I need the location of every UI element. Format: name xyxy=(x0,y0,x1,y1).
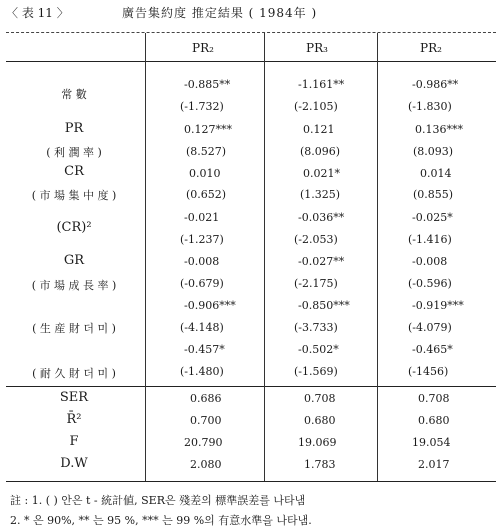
row-sublabel-gr: ( 市 場 成 長 率 ) xyxy=(31,279,117,292)
row-label-durable-goods-dummy: ( 耐 久 財 더 미 ) xyxy=(32,367,116,380)
t-stat: (-4.079) xyxy=(408,321,452,334)
stat-value: 19.069 xyxy=(298,436,337,449)
coef: -0.465* xyxy=(412,343,453,356)
stat-value: 20.790 xyxy=(184,436,223,449)
stat-label-f: F xyxy=(69,434,79,449)
coef: -1.161** xyxy=(298,78,345,91)
coef: -0.008 xyxy=(184,255,220,268)
stats-rule xyxy=(6,386,496,387)
stat-value: 0.680 xyxy=(418,414,450,427)
t-stat: (-2.175) xyxy=(294,277,338,290)
top-rule xyxy=(6,32,496,33)
col-divider-2 xyxy=(264,33,265,481)
coef: 0.014 xyxy=(420,167,452,180)
coef: -0.025* xyxy=(412,211,453,224)
stat-label-r-squared: R̄² xyxy=(66,412,82,427)
t-stat: (-1.416) xyxy=(408,233,452,246)
footnote-1: 註 : 1. ( ) 안은 t - 統計値, SER은 殘差의 標準誤差를 나타냄 xyxy=(10,494,306,507)
t-stat: (-1456) xyxy=(408,365,449,378)
stat-value: 0.700 xyxy=(190,414,222,427)
t-stat: (-1.237) xyxy=(180,233,224,246)
stat-value: 2.017 xyxy=(418,458,450,471)
coef: 0.121 xyxy=(303,123,335,136)
col-divider-1 xyxy=(145,33,146,481)
stat-label-ser: SER xyxy=(59,390,89,405)
coef: -0.027** xyxy=(298,255,345,268)
col-header-1: PR₂ xyxy=(192,41,214,55)
col-header-2: PR₃ xyxy=(306,41,328,55)
stat-value: 1.783 xyxy=(304,458,336,471)
coef: -0.906*** xyxy=(184,299,236,312)
t-stat: (-4.148) xyxy=(180,321,224,334)
coef: 0.127*** xyxy=(184,123,232,136)
t-stat: (8.093) xyxy=(413,145,454,158)
t-stat: (-1.569) xyxy=(294,365,338,378)
t-stat: (0.652) xyxy=(186,188,227,201)
coef: 0.136*** xyxy=(415,123,463,136)
row-sublabel-pr: ( 利 潤 率 ) xyxy=(46,146,102,159)
coef: -0.885** xyxy=(184,78,231,91)
t-stat: (8.096) xyxy=(300,145,341,158)
t-stat: (8.527) xyxy=(186,145,227,158)
coef: -0.986** xyxy=(412,78,459,91)
t-stat: (-1.480) xyxy=(180,365,224,378)
stat-value: 0.708 xyxy=(304,392,336,405)
coef: -0.008 xyxy=(412,255,448,268)
row-label-constant: 常 數 xyxy=(61,88,87,101)
bottom-rule xyxy=(6,481,496,482)
row-label-pr: PR xyxy=(64,121,84,136)
coef: -0.850*** xyxy=(298,299,350,312)
row-label-gr: GR xyxy=(63,253,85,268)
row-sublabel-cr: ( 市 場 集 中 度 ) xyxy=(31,189,117,202)
header-rule xyxy=(6,61,496,62)
stat-value: 0.686 xyxy=(190,392,222,405)
coef: -0.021 xyxy=(184,211,220,224)
col-divider-3 xyxy=(377,33,378,481)
coef: -0.036** xyxy=(298,211,345,224)
t-stat: (-3.733) xyxy=(294,321,338,334)
coef: 0.021* xyxy=(303,167,340,180)
stat-value: 2.080 xyxy=(190,458,222,471)
row-label-producer-goods-dummy: ( 生 産 財 더 미 ) xyxy=(32,322,116,335)
table-number: 〈 表 11 〉 xyxy=(6,6,69,20)
t-stat: (-0.679) xyxy=(180,277,224,290)
col-header-3: PR₂ xyxy=(420,41,442,55)
t-stat: (-2.105) xyxy=(294,100,338,113)
stat-value: 0.708 xyxy=(418,392,450,405)
t-stat: (0.855) xyxy=(413,188,454,201)
footnote-2: 2. * 은 90%, ** 는 95 %, *** 는 99 %의 有意水準을 나타냄. xyxy=(10,514,312,527)
stat-label-dw: D.W xyxy=(60,456,88,471)
row-label-cr-squared: (CR)² xyxy=(56,220,92,235)
t-stat: (1.325) xyxy=(300,188,341,201)
stat-value: 0.680 xyxy=(304,414,336,427)
stat-value: 19.054 xyxy=(412,436,451,449)
t-stat: (-0.596) xyxy=(408,277,452,290)
row-label-cr: CR xyxy=(64,164,84,179)
t-stat: (-1.830) xyxy=(408,100,452,113)
t-stat: (-1.732) xyxy=(180,100,224,113)
coef: 0.010 xyxy=(189,167,221,180)
coef: -0.457* xyxy=(184,343,225,356)
table-caption: 廣告集約度 推定結果 ( 1984年 ) xyxy=(122,6,318,20)
t-stat: (-2.053) xyxy=(294,233,338,246)
coef: -0.919*** xyxy=(412,299,464,312)
coef: -0.502* xyxy=(298,343,339,356)
table-title xyxy=(2,2,500,22)
